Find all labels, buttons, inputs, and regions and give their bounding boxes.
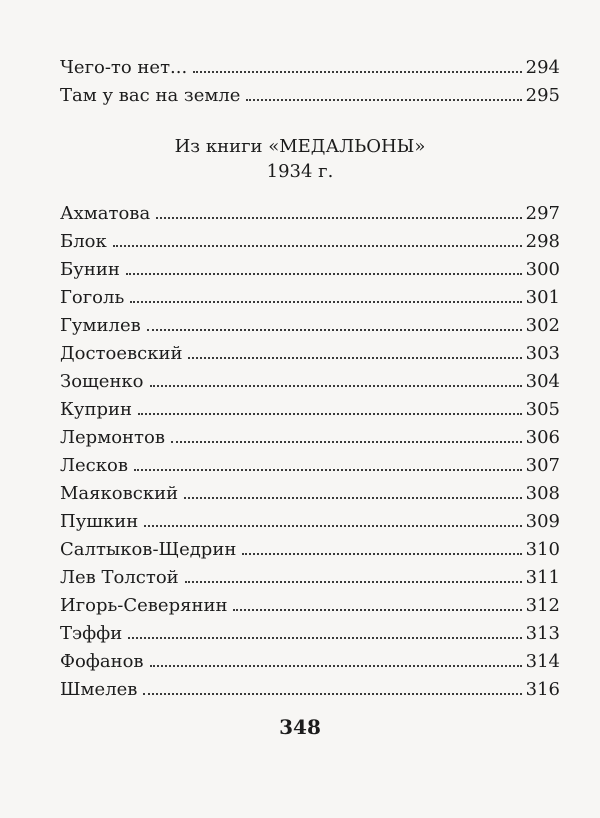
toc-entry — [60, 480, 560, 508]
toc-entry-title: Гумилев — [60, 315, 141, 336]
toc-entry-title: Маяковский — [60, 483, 179, 504]
toc-entry-title: Игорь-Северянин — [60, 595, 228, 616]
toc-dot-leader — [138, 409, 522, 415]
toc-dot-leader — [150, 661, 522, 667]
toc-dot-leader — [184, 493, 522, 499]
toc-entry-page: 300 — [525, 259, 560, 280]
toc-entry-title: Там у вас на земле — [60, 85, 241, 106]
toc-entry-title: Тэффи — [60, 623, 123, 644]
toc-entry-page: 301 — [525, 287, 560, 308]
toc-dot-leader — [143, 689, 521, 695]
toc-entry — [60, 368, 560, 396]
toc-entry-page: 295 — [525, 85, 560, 106]
page-number: 348 — [279, 715, 321, 739]
toc-entry-title: Бунин — [60, 259, 120, 280]
section-year: 1934 г. — [266, 161, 334, 182]
toc-dot-leader — [128, 633, 521, 639]
toc-entry-title: Куприн — [60, 399, 133, 420]
toc-entry — [60, 312, 560, 340]
toc-dot-leader — [246, 95, 521, 101]
toc-entry-title: Зощенко — [60, 371, 144, 392]
toc-entry-page: 304 — [525, 371, 560, 392]
toc-dot-leader — [193, 67, 521, 73]
toc-entry — [60, 228, 560, 256]
section-title: Из книги «МЕДАЛЬОНЫ» — [174, 136, 426, 157]
toc-entry-page: 308 — [525, 483, 560, 504]
toc-dot-leader — [156, 213, 521, 219]
toc-entry — [60, 676, 560, 704]
toc-entry-title: Фофанов — [60, 651, 144, 672]
toc-entry-title: Лесков — [60, 455, 128, 476]
toc-entry-page: 313 — [525, 623, 560, 644]
toc-entry — [60, 396, 560, 424]
toc-entry-title: Гоголь — [60, 287, 125, 308]
toc-entry-page: 294 — [525, 57, 560, 78]
toc-entry-page: 311 — [525, 567, 560, 588]
toc-entry-page: 314 — [525, 651, 560, 672]
toc-entry-title: Достоевский — [60, 343, 183, 364]
toc-dot-leader — [147, 325, 522, 331]
toc-entry-page: 307 — [525, 455, 560, 476]
toc-dot-leader — [126, 269, 522, 275]
toc-entry-page: 309 — [525, 511, 560, 532]
toc-entry — [60, 284, 560, 312]
toc-entry-title: Чего-то нет... — [60, 57, 188, 78]
toc-entry-page: 316 — [525, 679, 560, 700]
toc-entry-title: Шмелев — [60, 679, 138, 700]
toc-entry-title: Ахматова — [60, 203, 151, 224]
toc-entry-title: Лев Толстой — [60, 567, 179, 588]
toc-entry-page: 305 — [525, 399, 560, 420]
toc-entry-title: Салтыков-Щедрин — [60, 539, 237, 560]
toc-dot-leader — [171, 437, 522, 443]
toc-entry — [60, 256, 560, 284]
toc-dot-leader — [242, 549, 521, 555]
toc-dot-leader — [188, 353, 521, 359]
toc-entry — [60, 592, 560, 620]
toc-entry — [60, 564, 560, 592]
toc-dot-leader — [130, 297, 521, 303]
toc-entry — [60, 620, 560, 648]
toc-entry-page: 302 — [525, 315, 560, 336]
toc-entry — [60, 82, 560, 110]
toc-entry-title: Пушкин — [60, 511, 139, 532]
toc-entry-page: 306 — [525, 427, 560, 448]
toc-entry — [60, 54, 560, 82]
toc-entry — [60, 424, 560, 452]
toc-dot-leader — [134, 465, 522, 471]
toc-entry-title: Блок — [60, 231, 107, 252]
toc-entry — [60, 340, 560, 368]
toc-entry — [60, 648, 560, 676]
toc-entry-page: 310 — [525, 539, 560, 560]
toc-entry-page: 297 — [525, 203, 560, 224]
toc-entry-page: 312 — [525, 595, 560, 616]
toc-dot-leader — [185, 577, 522, 583]
toc-entry — [60, 508, 560, 536]
toc-entry — [60, 200, 560, 228]
toc-entry-page: 298 — [525, 231, 560, 252]
toc-dot-leader — [113, 241, 522, 247]
toc-entry-page: 303 — [525, 343, 560, 364]
toc-dot-leader — [144, 521, 521, 527]
toc-dot-leader — [150, 381, 522, 387]
toc-entry — [60, 536, 560, 564]
toc-dot-leader — [233, 605, 521, 611]
toc-entry-title: Лермонтов — [60, 427, 165, 448]
toc-entry — [60, 452, 560, 480]
